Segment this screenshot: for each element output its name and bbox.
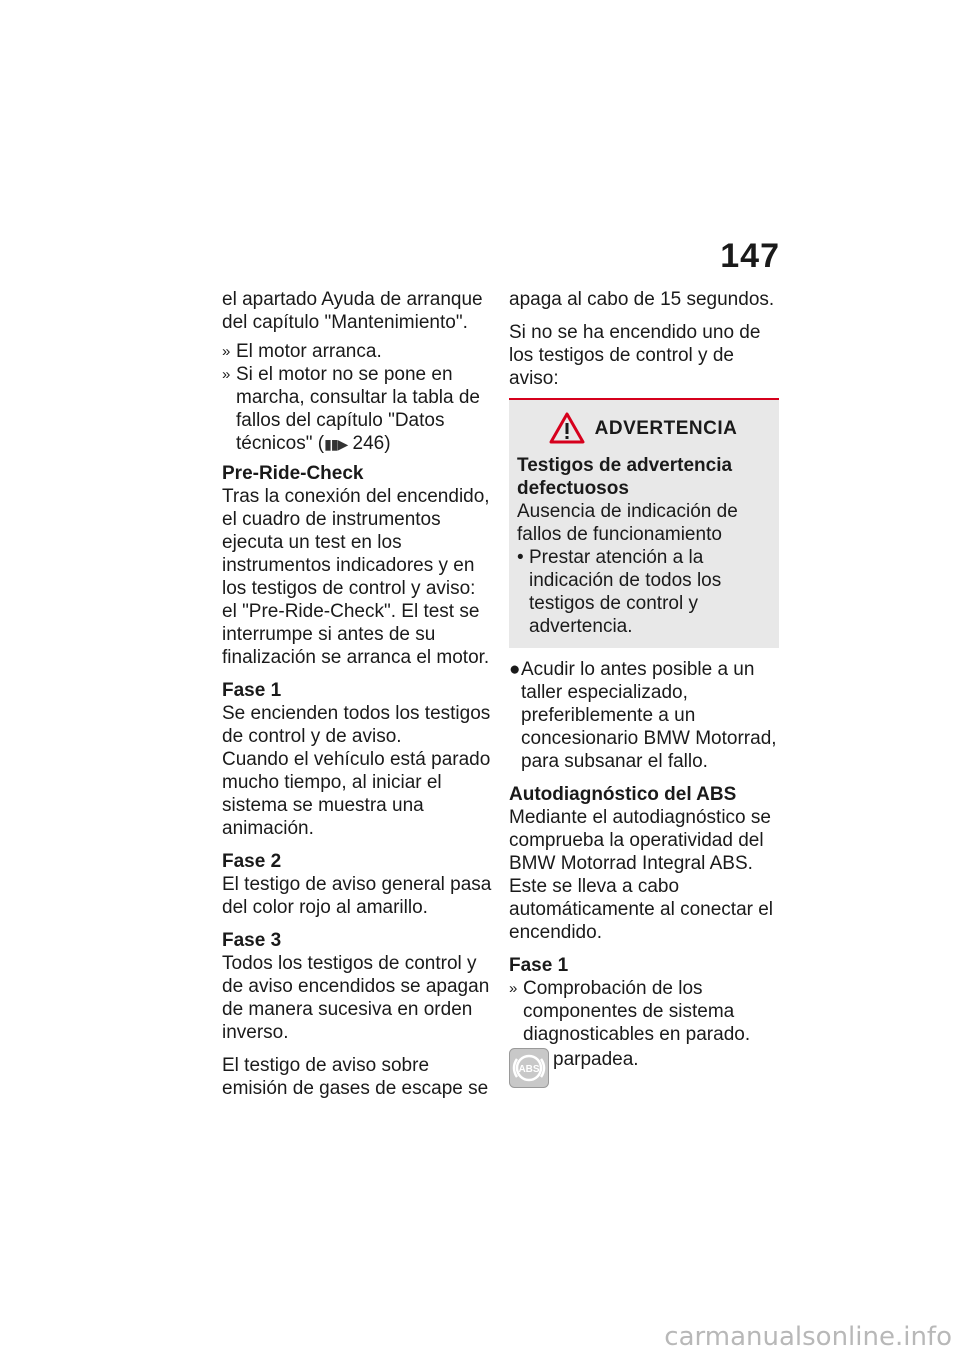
warning-bullet: • Prestar atención a la indicación de todos los testigos de control y advertencia. [517, 547, 722, 637]
page-reference: 246) [352, 433, 391, 454]
warning-title: ADVERTENCIA [594, 417, 738, 439]
step-arrow-icon: » [222, 343, 231, 360]
warning-text: Ausencia de indicación de fallos de funcionamiento [517, 501, 738, 545]
no-light-paragraph: Si no se ha encendido uno de los testigos de control y de aviso: [509, 322, 761, 389]
page-number: 147 [720, 237, 780, 275]
abs-paragraph: Mediante el autodiagnóstico se comprueba la operatividad del BMW Motorrad Integral ABS. Este se lleva a cabo automáticamente al conectar el encendido. [509, 807, 774, 943]
phase-2-heading: Fase 2 [222, 851, 282, 872]
pre-ride-paragraph: Tras la conexión del encendido, el cuadro de instrumentos ejecuta un test en los instrumentos indicadores y en los testigos de control y aviso: el "Pre-Ride-Check". El test se interrumpe si antes de su finalización se arranca el motor. [222, 486, 490, 668]
warning-box [509, 400, 779, 648]
intro-paragraph: el apartado Ayuda de arranque del capítulo "Mantenimiento". [222, 289, 483, 333]
abs-indicator-row [509, 1048, 779, 1088]
continuation-paragraph: apaga al cabo de 15 segundos. [509, 289, 775, 310]
step-arrow-icon: » [222, 366, 231, 383]
abs-icon-label: ABS [518, 1064, 540, 1075]
phase-3-paragraph: Todos los testigos de control y de aviso encendidos se apagan de manera sucesiva en orden inverso. [222, 953, 490, 1043]
phase-1-paragraph: Se encienden todos los testigos de control y de aviso. [222, 703, 491, 747]
bullet-icon: • [517, 547, 524, 568]
emission-paragraph: El testigo de aviso sobre emisión de gases de escape se [222, 1055, 489, 1099]
bullet-icon: ● [509, 659, 521, 680]
step-list [222, 340, 494, 456]
warning-triangle-icon [549, 412, 585, 444]
phase-3-heading: Fase 3 [222, 930, 282, 951]
page-reference-arrow-icon: ▮▮▶ [324, 436, 348, 452]
section-heading-pre-ride-check: Pre-Ride-Check [222, 463, 364, 484]
phase-2-paragraph: El testigo de aviso general pasa del color rojo al amarillo. [222, 874, 492, 918]
left-column [222, 288, 494, 1100]
abs-blink-text: parpadea. [553, 1049, 639, 1070]
step-arrow-icon: » [509, 980, 518, 997]
warning-header [517, 412, 769, 444]
right-column [509, 288, 779, 1088]
warning-subtitle: Testigos de advertencia defectuosos [517, 455, 733, 499]
phase-1-heading: Fase 1 [222, 680, 282, 701]
step-item: » El motor arranca. [222, 341, 382, 362]
abs-step-item: » Comprobación de los componentes de sistema diagnosticables en parado. [509, 978, 751, 1045]
step-item: » Si el motor no se pone en marcha, consultar la tabla de fallos del capítulo "Datos técnicos" (▮▮▶ 246) [222, 364, 480, 454]
abs-warning-light-icon [509, 1048, 549, 1088]
action-bullet: ● Acudir lo antes posible a un taller especializado, preferiblemente a un concesionario BMW Motorrad, para subsanar el fallo. [509, 659, 777, 772]
watermark: carmanualsonline.info [664, 1322, 952, 1352]
phase-1-paragraph-2: Cuando el vehículo está parado mucho tiempo, al iniciar el sistema se muestra una animación. [222, 749, 491, 839]
section-heading-abs: Autodiagnóstico del ABS [509, 784, 737, 805]
abs-phase-1-heading: Fase 1 [509, 955, 569, 976]
